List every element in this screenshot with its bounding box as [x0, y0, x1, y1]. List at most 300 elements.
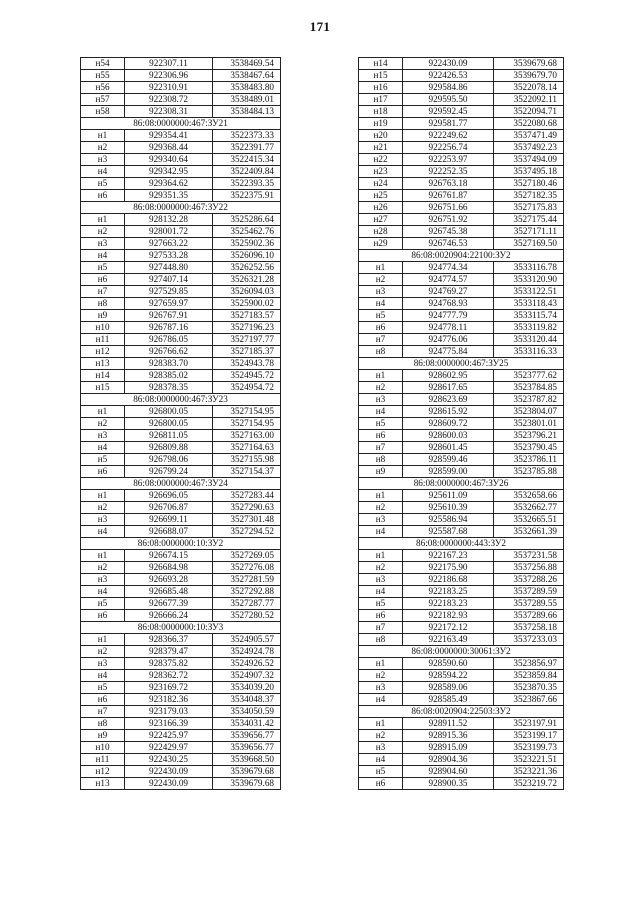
x-coordinate: 925610.39	[403, 502, 494, 514]
y-coordinate: 3522393.35	[213, 178, 281, 190]
parcel-cadastral-number: 86:08:0000000:467:ЗУ25	[359, 358, 564, 370]
table-row	[81, 634, 281, 646]
x-coordinate: 929364.62	[125, 178, 213, 190]
table-row	[359, 346, 564, 358]
point-label: н7	[359, 334, 403, 346]
coordinates-table-left	[80, 57, 281, 790]
x-coordinate: 923169.72	[125, 682, 213, 694]
y-coordinate: 3532662.77	[494, 502, 564, 514]
point-label: н9	[81, 310, 125, 322]
y-coordinate: 3523199.17	[494, 730, 564, 742]
x-coordinate: 922256.74	[403, 142, 494, 154]
point-label: н27	[359, 214, 403, 226]
x-coordinate: 922253.97	[403, 154, 494, 166]
point-label: н3	[81, 514, 125, 526]
point-label: н1	[81, 406, 125, 418]
y-coordinate: 3523859.84	[494, 670, 564, 682]
y-coordinate: 3524954.72	[213, 382, 281, 394]
x-coordinate: 924778.11	[403, 322, 494, 334]
point-label: н2	[359, 730, 403, 742]
parcel-cadastral-number: 86:08:0000000:443:ЗУ2	[359, 538, 564, 550]
table-row	[359, 82, 564, 94]
x-coordinate: 922425.97	[125, 730, 213, 742]
parcel-header-row	[359, 706, 564, 718]
table-row	[359, 394, 564, 406]
table-row	[81, 586, 281, 598]
x-coordinate: 928602.95	[403, 370, 494, 382]
x-coordinate: 929340.64	[125, 154, 213, 166]
parcel-header-row	[81, 202, 281, 214]
table-row	[81, 658, 281, 670]
table-row	[81, 226, 281, 238]
point-label: н56	[81, 82, 125, 94]
point-label: н3	[359, 286, 403, 298]
table-row	[359, 58, 564, 70]
point-label: н6	[81, 694, 125, 706]
y-coordinate: 3523787.82	[494, 394, 564, 406]
point-label: н8	[81, 718, 125, 730]
table-row	[81, 406, 281, 418]
y-coordinate: 3538483.80	[213, 82, 281, 94]
point-label: н1	[359, 490, 403, 502]
x-coordinate: 922308.31	[125, 106, 213, 118]
point-label: н58	[81, 106, 125, 118]
table-body	[81, 58, 281, 790]
x-coordinate: 928585.49	[403, 694, 494, 706]
x-coordinate: 928623.69	[403, 394, 494, 406]
x-coordinate: 926699.11	[125, 514, 213, 526]
point-label: н5	[81, 178, 125, 190]
y-coordinate: 3527283.44	[213, 490, 281, 502]
x-coordinate: 923179.03	[125, 706, 213, 718]
y-coordinate: 3537471.49	[494, 130, 564, 142]
point-label: н28	[359, 226, 403, 238]
y-coordinate: 3522409.84	[213, 166, 281, 178]
point-label: н1	[359, 370, 403, 382]
x-coordinate: 922430.09	[403, 58, 494, 70]
x-coordinate: 928617.65	[403, 382, 494, 394]
table-row	[81, 82, 281, 94]
table-row	[359, 226, 564, 238]
point-label: н4	[81, 526, 125, 538]
y-coordinate: 3523870.35	[494, 682, 564, 694]
table-row	[359, 754, 564, 766]
point-label: н9	[359, 466, 403, 478]
x-coordinate: 926799.24	[125, 466, 213, 478]
coordinates-table-right	[358, 57, 564, 790]
x-coordinate: 922307.11	[125, 58, 213, 70]
table-row	[359, 742, 564, 754]
table-row	[81, 454, 281, 466]
x-coordinate: 928385.02	[125, 370, 213, 382]
parcel-header-row	[81, 538, 281, 550]
y-coordinate: 3533116.78	[494, 262, 564, 274]
x-coordinate: 926761.87	[403, 190, 494, 202]
table-row	[81, 442, 281, 454]
table-row	[81, 706, 281, 718]
parcel-header-row	[359, 646, 564, 658]
y-coordinate: 3533119.82	[494, 322, 564, 334]
point-label: н16	[359, 82, 403, 94]
table-row	[81, 154, 281, 166]
x-coordinate: 926767.91	[125, 310, 213, 322]
point-label: н1	[81, 550, 125, 562]
x-coordinate: 922310.91	[125, 82, 213, 94]
parcel-header-row	[359, 538, 564, 550]
x-coordinate: 926746.53	[403, 238, 494, 250]
x-coordinate: 928900.35	[403, 778, 494, 790]
table-row	[81, 550, 281, 562]
point-label: н13	[81, 778, 125, 790]
x-coordinate: 927533.28	[125, 250, 213, 262]
point-label: н7	[359, 622, 403, 634]
point-label: н6	[359, 430, 403, 442]
x-coordinate: 928362.72	[125, 670, 213, 682]
y-coordinate: 3522375.91	[213, 190, 281, 202]
table-row	[359, 694, 564, 706]
y-coordinate: 3534031.42	[213, 718, 281, 730]
table-row	[81, 610, 281, 622]
x-coordinate: 928379.47	[125, 646, 213, 658]
table-row	[359, 370, 564, 382]
table-row	[359, 94, 564, 106]
y-coordinate: 3523199.73	[494, 742, 564, 754]
x-coordinate: 924776.06	[403, 334, 494, 346]
point-label: н17	[359, 94, 403, 106]
point-label: н1	[81, 490, 125, 502]
y-coordinate: 3527276.08	[213, 562, 281, 574]
parcel-cadastral-number: 86:08:0000000:467:ЗУ23	[81, 394, 281, 406]
x-coordinate: 923166.39	[125, 718, 213, 730]
point-label: н3	[359, 514, 403, 526]
y-coordinate: 3527185.37	[213, 346, 281, 358]
point-label: н14	[81, 370, 125, 382]
y-coordinate: 3522094.71	[494, 106, 564, 118]
y-coordinate: 3527175.44	[494, 214, 564, 226]
point-label: н4	[359, 298, 403, 310]
table-row	[359, 334, 564, 346]
table-row	[359, 718, 564, 730]
parcel-header-row	[81, 622, 281, 634]
y-coordinate: 3522092.11	[494, 94, 564, 106]
point-label: н1	[81, 130, 125, 142]
y-coordinate: 3523801.01	[494, 418, 564, 430]
x-coordinate: 929584.86	[403, 82, 494, 94]
point-label: н3	[81, 658, 125, 670]
point-label: н2	[359, 274, 403, 286]
x-coordinate: 928378.35	[125, 382, 213, 394]
y-coordinate: 3523804.07	[494, 406, 564, 418]
table-row	[81, 166, 281, 178]
table-row	[359, 562, 564, 574]
y-coordinate: 3533116.33	[494, 346, 564, 358]
y-coordinate: 3533122.51	[494, 286, 564, 298]
table-row	[359, 286, 564, 298]
y-coordinate: 3534048.37	[213, 694, 281, 706]
parcel-cadastral-number: 86:08:0020904:22503:ЗУ2	[359, 706, 564, 718]
y-coordinate: 3527197.77	[213, 334, 281, 346]
point-label: н1	[81, 214, 125, 226]
y-coordinate: 3532665.51	[494, 514, 564, 526]
point-label: н10	[81, 322, 125, 334]
y-coordinate: 3526321.28	[213, 274, 281, 286]
y-coordinate: 3523796.21	[494, 430, 564, 442]
point-label: н26	[359, 202, 403, 214]
x-coordinate: 922426.53	[403, 70, 494, 82]
table-row	[359, 214, 564, 226]
point-label: н1	[359, 658, 403, 670]
table-row	[359, 682, 564, 694]
y-coordinate: 3537256.88	[494, 562, 564, 574]
x-coordinate: 927659.97	[125, 298, 213, 310]
x-coordinate: 925587.68	[403, 526, 494, 538]
y-coordinate: 3527154.95	[213, 418, 281, 430]
point-label: н29	[359, 238, 403, 250]
y-coordinate: 3527290.63	[213, 502, 281, 514]
x-coordinate: 926786.05	[125, 334, 213, 346]
y-coordinate: 3522391.77	[213, 142, 281, 154]
point-label: н3	[359, 682, 403, 694]
point-label: н3	[81, 430, 125, 442]
point-label: н5	[81, 598, 125, 610]
x-coordinate: 922430.25	[125, 754, 213, 766]
y-coordinate: 3538484.13	[213, 106, 281, 118]
table-row	[359, 634, 564, 646]
table-row	[81, 298, 281, 310]
x-coordinate: 922306.96	[125, 70, 213, 82]
table-row	[81, 262, 281, 274]
point-label: н8	[359, 634, 403, 646]
table-row	[81, 598, 281, 610]
x-coordinate: 929351.35	[125, 190, 213, 202]
point-label: н4	[359, 694, 403, 706]
x-coordinate: 928904.36	[403, 754, 494, 766]
x-coordinate: 928911.52	[403, 718, 494, 730]
y-coordinate: 3527175.83	[494, 202, 564, 214]
point-label: н4	[359, 586, 403, 598]
y-coordinate: 3527281.59	[213, 574, 281, 586]
point-label: н8	[81, 298, 125, 310]
point-label: н24	[359, 178, 403, 190]
point-label: н5	[359, 418, 403, 430]
x-coordinate: 922308.72	[125, 94, 213, 106]
x-coordinate: 928600.03	[403, 430, 494, 442]
table-row	[81, 466, 281, 478]
y-coordinate: 3539656.77	[213, 742, 281, 754]
table-row	[81, 346, 281, 358]
point-label: н23	[359, 166, 403, 178]
table-row	[359, 514, 564, 526]
y-coordinate: 3537289.66	[494, 610, 564, 622]
table-row	[81, 214, 281, 226]
table-row	[359, 586, 564, 598]
table-row	[359, 202, 564, 214]
x-coordinate: 925611.09	[403, 490, 494, 502]
point-label: н14	[359, 58, 403, 70]
y-coordinate: 3537289.55	[494, 598, 564, 610]
table-row	[359, 166, 564, 178]
table-row	[81, 766, 281, 778]
table-row	[81, 238, 281, 250]
y-coordinate: 3537492.23	[494, 142, 564, 154]
table-row	[359, 730, 564, 742]
point-label: н12	[81, 766, 125, 778]
x-coordinate: 926685.48	[125, 586, 213, 598]
table-row	[359, 322, 564, 334]
x-coordinate: 926800.05	[125, 406, 213, 418]
table-row	[81, 574, 281, 586]
y-coordinate: 3527183.57	[213, 310, 281, 322]
table-row	[81, 130, 281, 142]
x-coordinate: 929342.95	[125, 166, 213, 178]
table-body	[359, 58, 564, 790]
table-row	[81, 382, 281, 394]
point-label: н4	[359, 754, 403, 766]
parcel-cadastral-number: 86:08:0000000:467:ЗУ26	[359, 478, 564, 490]
x-coordinate: 926763.18	[403, 178, 494, 190]
table-row	[359, 610, 564, 622]
table-row	[359, 154, 564, 166]
y-coordinate: 3537288.26	[494, 574, 564, 586]
point-label: н4	[81, 250, 125, 262]
y-coordinate: 3525902.36	[213, 238, 281, 250]
x-coordinate: 928594.22	[403, 670, 494, 682]
point-label: н6	[81, 466, 125, 478]
table-row	[359, 490, 564, 502]
x-coordinate: 922172.12	[403, 622, 494, 634]
table-row	[81, 718, 281, 730]
y-coordinate: 3523221.51	[494, 754, 564, 766]
point-label: н25	[359, 190, 403, 202]
table-row	[359, 406, 564, 418]
table-row	[359, 262, 564, 274]
table-row	[81, 106, 281, 118]
x-coordinate: 926696.05	[125, 490, 213, 502]
point-label: н2	[81, 502, 125, 514]
x-coordinate: 922167.23	[403, 550, 494, 562]
x-coordinate: 922182.93	[403, 610, 494, 622]
y-coordinate: 3523790.45	[494, 442, 564, 454]
point-label: н8	[359, 454, 403, 466]
point-label: н11	[81, 334, 125, 346]
table-row	[81, 178, 281, 190]
point-label: н3	[81, 154, 125, 166]
table-row	[81, 190, 281, 202]
y-coordinate: 3527301.48	[213, 514, 281, 526]
x-coordinate: 922163.49	[403, 634, 494, 646]
table-row	[359, 274, 564, 286]
y-coordinate: 3526252.56	[213, 262, 281, 274]
x-coordinate: 924774.57	[403, 274, 494, 286]
y-coordinate: 3533115.74	[494, 310, 564, 322]
x-coordinate: 928609.72	[403, 418, 494, 430]
table-row	[359, 190, 564, 202]
y-coordinate: 3524943.78	[213, 358, 281, 370]
x-coordinate: 926706.87	[125, 502, 213, 514]
x-coordinate: 924774.34	[403, 262, 494, 274]
point-label: н4	[81, 670, 125, 682]
x-coordinate: 926811.05	[125, 430, 213, 442]
point-label: н5	[81, 262, 125, 274]
x-coordinate: 928601.45	[403, 442, 494, 454]
table-row	[81, 778, 281, 790]
table-row	[359, 298, 564, 310]
point-label: н3	[81, 574, 125, 586]
point-label: н22	[359, 154, 403, 166]
y-coordinate: 3523219.72	[494, 778, 564, 790]
x-coordinate: 922175.90	[403, 562, 494, 574]
y-coordinate: 3533120.90	[494, 274, 564, 286]
y-coordinate: 3527287.77	[213, 598, 281, 610]
point-label: н6	[359, 610, 403, 622]
table-row	[359, 550, 564, 562]
table-row	[81, 490, 281, 502]
table-row	[359, 238, 564, 250]
x-coordinate: 928599.46	[403, 454, 494, 466]
y-coordinate: 3523777.62	[494, 370, 564, 382]
y-coordinate: 3522373.33	[213, 130, 281, 142]
y-coordinate: 3523867.66	[494, 694, 564, 706]
y-coordinate: 3534050.59	[213, 706, 281, 718]
table-row	[359, 118, 564, 130]
table-row	[81, 142, 281, 154]
y-coordinate: 3523197.91	[494, 718, 564, 730]
x-coordinate: 928589.06	[403, 682, 494, 694]
y-coordinate: 3525900.02	[213, 298, 281, 310]
x-coordinate: 928375.82	[125, 658, 213, 670]
x-coordinate: 926688.07	[125, 526, 213, 538]
y-coordinate: 3537494.09	[494, 154, 564, 166]
point-label: н2	[359, 670, 403, 682]
parcel-cadastral-number: 86:08:0000000:30061:ЗУ2	[359, 646, 564, 658]
y-coordinate: 3522415.34	[213, 154, 281, 166]
parcel-cadastral-number: 86:08:0000000:467:ЗУ22	[81, 202, 281, 214]
parcel-header-row	[359, 358, 564, 370]
x-coordinate: 926766.62	[125, 346, 213, 358]
y-coordinate: 3527294.52	[213, 526, 281, 538]
y-coordinate: 3525462.76	[213, 226, 281, 238]
y-coordinate: 3527163.00	[213, 430, 281, 442]
x-coordinate: 928590.60	[403, 658, 494, 670]
table-row	[359, 622, 564, 634]
parcel-header-row	[359, 478, 564, 490]
table-row	[81, 310, 281, 322]
x-coordinate: 924777.79	[403, 310, 494, 322]
y-coordinate: 3539668.50	[213, 754, 281, 766]
x-coordinate: 928904.60	[403, 766, 494, 778]
y-coordinate: 3527280.52	[213, 610, 281, 622]
point-label: н19	[359, 118, 403, 130]
x-coordinate: 922252.35	[403, 166, 494, 178]
point-label: н8	[359, 346, 403, 358]
page-number: 171	[309, 19, 331, 34]
x-coordinate: 928383.70	[125, 358, 213, 370]
table-row	[359, 178, 564, 190]
point-label: н18	[359, 106, 403, 118]
point-label: н12	[81, 346, 125, 358]
x-coordinate: 926809.88	[125, 442, 213, 454]
x-coordinate: 923182.36	[125, 694, 213, 706]
point-label: н7	[81, 706, 125, 718]
point-label: н15	[81, 382, 125, 394]
x-coordinate: 928132.28	[125, 214, 213, 226]
y-coordinate: 3523786.11	[494, 454, 564, 466]
table-row	[81, 334, 281, 346]
table-row	[81, 250, 281, 262]
x-coordinate: 928915.09	[403, 742, 494, 754]
x-coordinate: 927448.80	[125, 262, 213, 274]
x-coordinate: 929592.45	[403, 106, 494, 118]
